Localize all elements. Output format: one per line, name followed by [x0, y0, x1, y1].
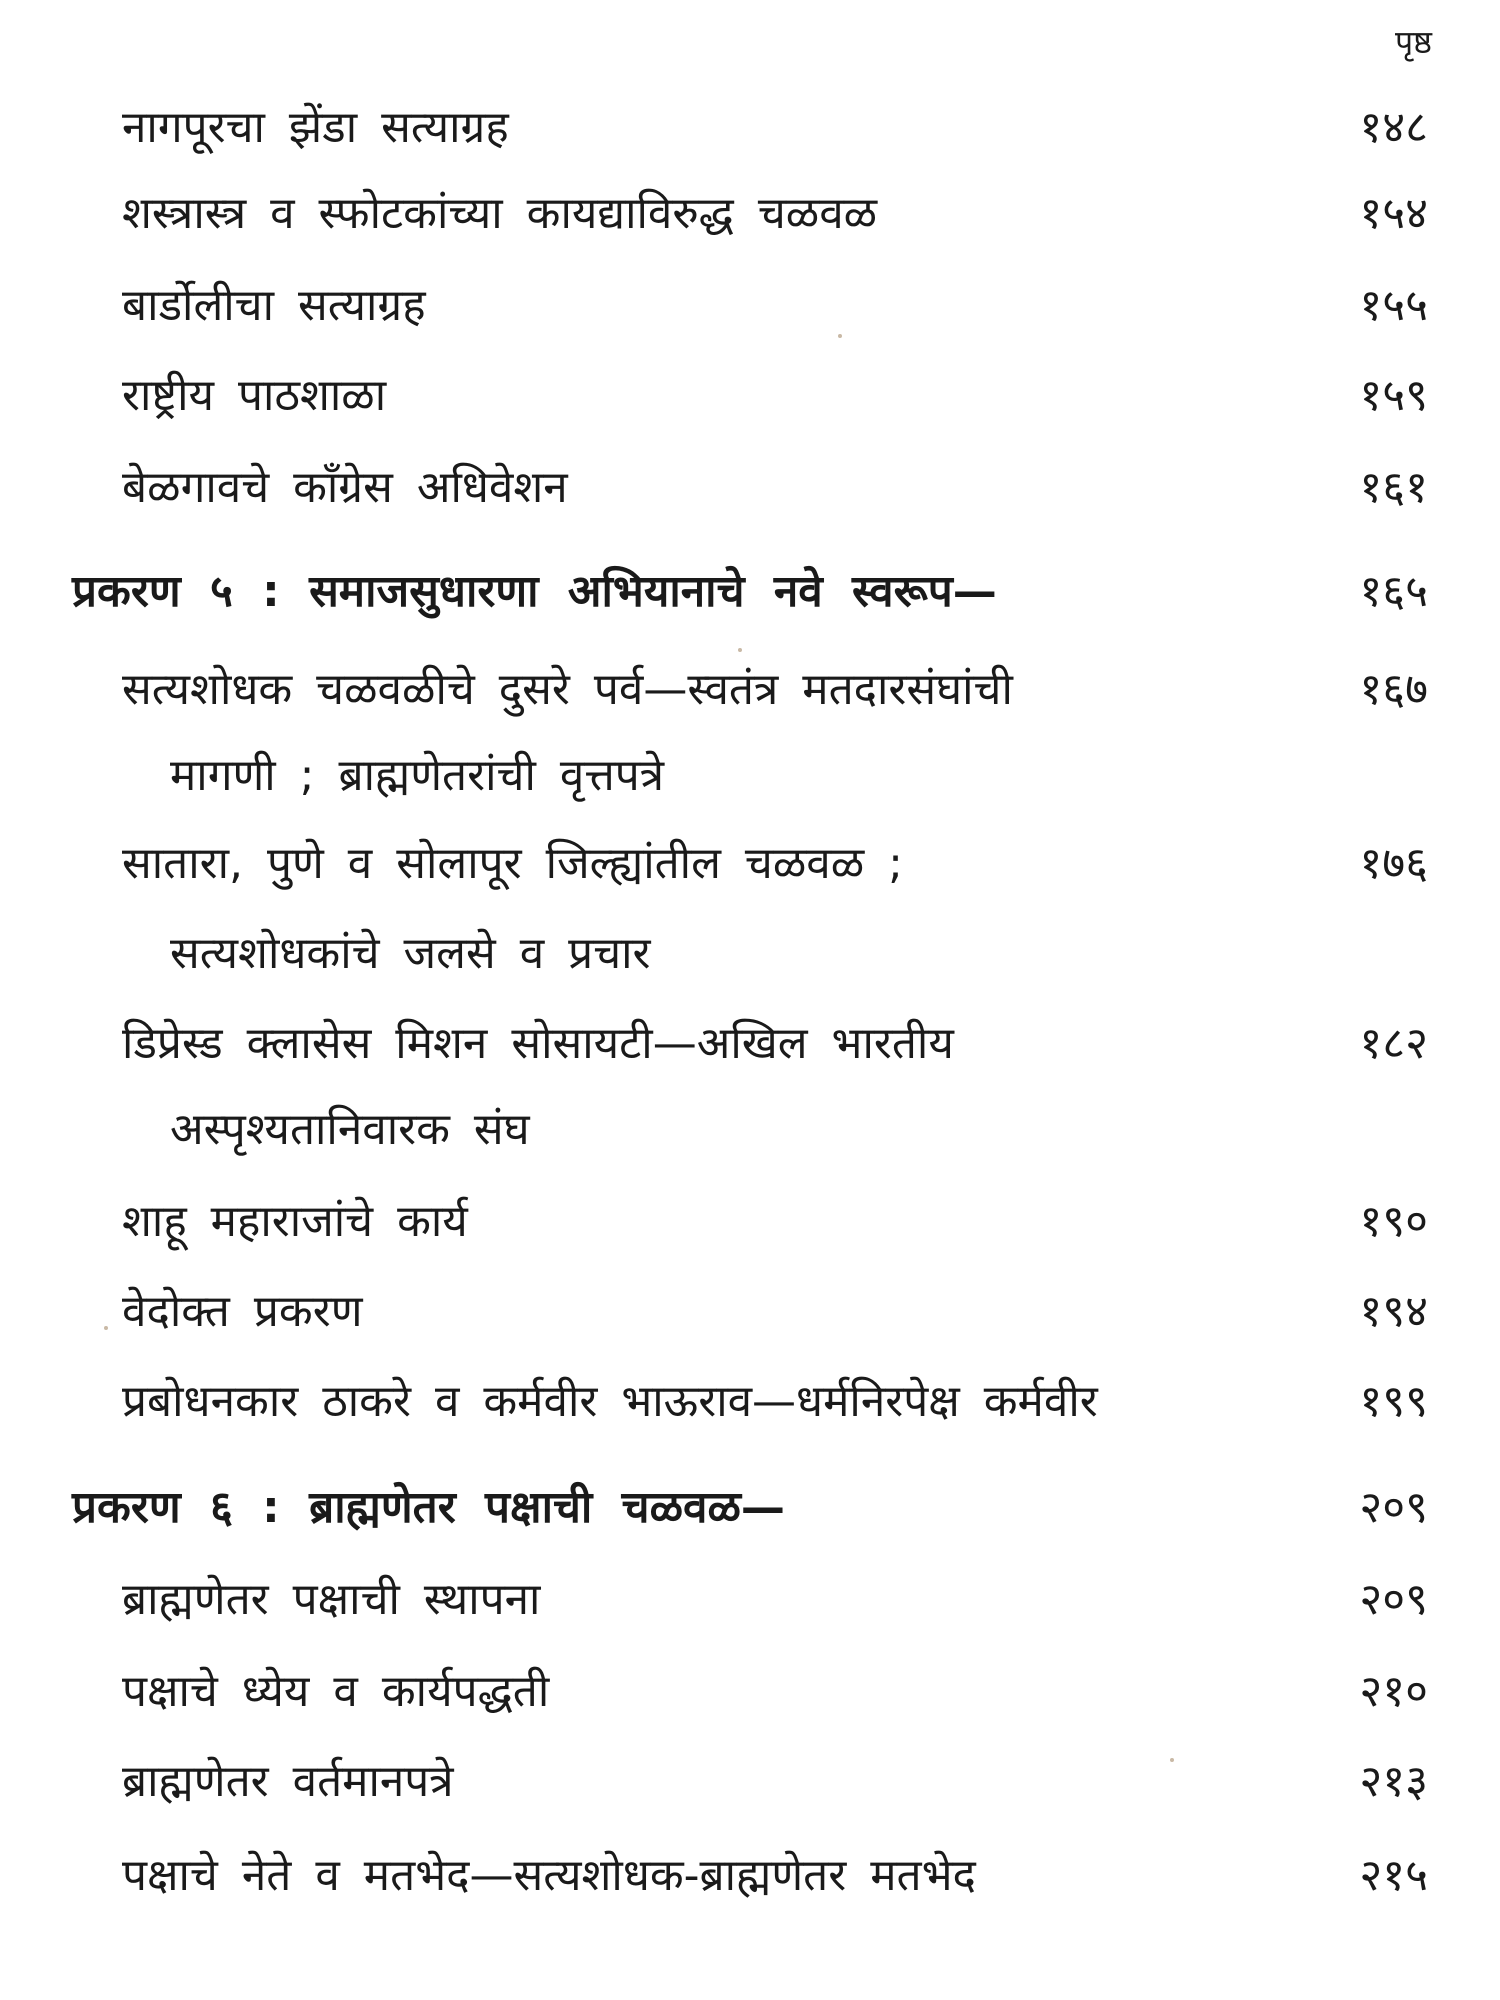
toc-entry-page: २१३: [1359, 1756, 1428, 1807]
scan-speck: [838, 334, 842, 338]
toc-entry-page: २०९: [1359, 1574, 1428, 1625]
toc-entry-title: बेळगावचे काँग्रेस अधिवेशन: [122, 462, 568, 513]
toc-entry-title: नागपूरचा झेंडा सत्याग्रह: [122, 102, 509, 153]
toc-entry-page: १९९: [1359, 1376, 1428, 1427]
toc-entry-title: राष्ट्रीय पाठशाळा: [122, 370, 387, 421]
toc-entry-title: ब्राह्मणेतर पक्षाची स्थापना: [122, 1574, 541, 1625]
page-column-heading: पृष्ठ: [1394, 23, 1432, 61]
toc-entry-title-continuation: मागणी ; ब्राह्मणेतरांची वृत्तपत्रे: [170, 750, 665, 801]
toc-entry-page: १९४: [1359, 1286, 1428, 1337]
toc-entry-page: १५९: [1359, 370, 1428, 421]
toc-entry-title: ब्राह्मणेतर वर्तमानपत्रे: [122, 1756, 454, 1807]
toc-entry-page: १६१: [1359, 462, 1428, 513]
toc-entry-title-continuation: सत्यशोधकांचे जलसे व प्रचार: [170, 928, 651, 979]
scan-speck: [1170, 1758, 1174, 1762]
scan-speck: [738, 648, 742, 652]
toc-entry-page: १५४: [1359, 188, 1428, 239]
toc-entry-title: प्रबोधनकार ठाकरे व कर्मवीर भाऊराव—धर्मनिरपेक्ष कर्मवीर: [122, 1376, 1098, 1427]
toc-entry-title: बार्डोलीचा सत्याग्रह: [122, 280, 426, 331]
toc-entry-page: १७६: [1359, 838, 1428, 889]
chapter-title: प्रकरण ६ : ब्राह्मणेतर पक्षाची चळवळ—: [72, 1482, 785, 1533]
toc-entry-page: २१०: [1359, 1666, 1428, 1717]
scan-speck: [104, 1326, 108, 1330]
toc-entry-title: वेदोक्त प्रकरण: [122, 1286, 363, 1337]
toc-entry-page: १५५: [1359, 280, 1428, 331]
toc-entry-title: शाहू महाराजांचे कार्य: [122, 1196, 468, 1247]
toc-entry-title: पक्षाचे नेते व मतभेद—सत्यशोधक-ब्राह्मणेतर मतभेद: [122, 1850, 976, 1901]
toc-entry-title: शस्त्रास्त्र व स्फोटकांच्या कायद्याविरुद्ध चळवळ: [122, 188, 878, 239]
toc-entry-page: १६५: [1359, 566, 1428, 617]
toc-entry-title-continuation: अस्पृश्यतानिवारक संघ: [170, 1104, 530, 1155]
toc-entry-page: १६७: [1359, 664, 1428, 715]
toc-entry-page: २१५: [1359, 1850, 1428, 1901]
toc-entry-title: सत्यशोधक चळवळीचे दुसरे पर्व—स्वतंत्र मतदारसंघांची: [122, 664, 1013, 715]
toc-entry-title: डिप्रेस्ड क्लासेस मिशन सोसायटी—अखिल भारतीय: [122, 1018, 954, 1069]
toc-entry-page: १९०: [1359, 1196, 1428, 1247]
toc-entry-title: सातारा, पुणे व सोलापूर जिल्ह्यांतील चळवळ ;: [122, 838, 903, 889]
toc-entry-page: २०९: [1359, 1482, 1428, 1533]
toc-entry-title: पक्षाचे ध्येय व कार्यपद्धती: [122, 1666, 550, 1717]
chapter-title: प्रकरण ५ : समाजसुधारणा अभियानाचे नवे स्वरूप—: [72, 566, 997, 617]
toc-entry-page: १८२: [1359, 1018, 1428, 1069]
toc-entry-page: १४८: [1359, 102, 1428, 153]
